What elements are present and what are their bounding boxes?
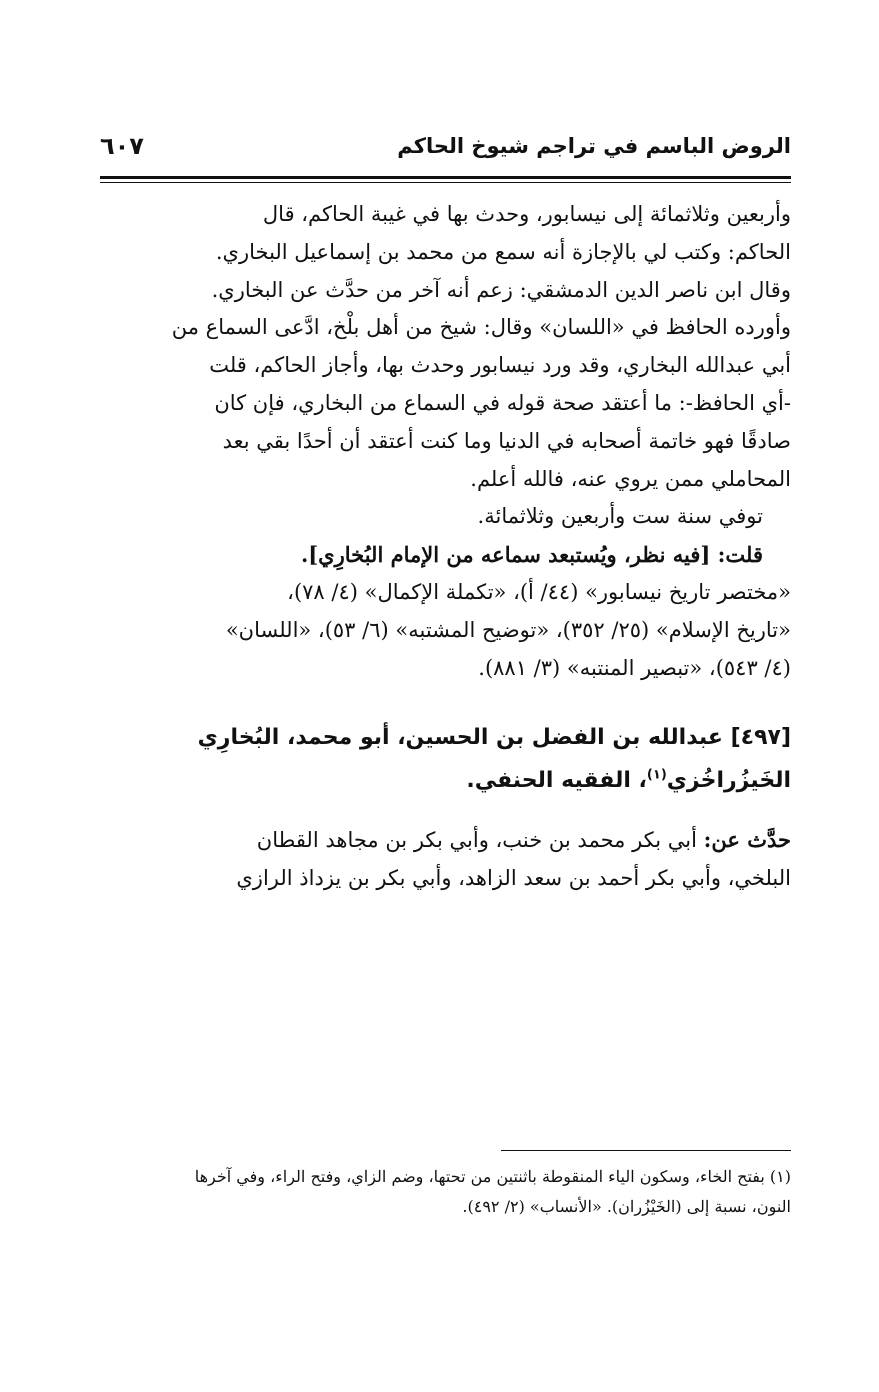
paragraph-ibn-nasir: وقال ابن ناصر الدين الدمشقي: زعم أنه آخر من حدَّث عن البخاري. [211,277,791,302]
footnote-1: (١) بفتح الخاء، وسكون الياء المنقوطة باثنتين من تحتها، وضم الزاي، وفتح الراء، وفي آخرها النون، نسبة إلى (الخَيْزُران). «الأنساب» (٢/ ٤٩٢). [194,1167,791,1217]
sources-list: «مختصر تاريخ نيسابور» (٤٤/ أ)، «تكملة الإكمال» (٤/ ٧٨)، «تاريخ الإسلام» (٢٥/ ٣٥٢)، «توضيح المشتبه» (٦/ ٥٣)، «اللسان» (٤/ ٥٤٣)، «تبصير المنتبه» (٣/ ٨٨١). [225,579,791,680]
entry-heading-line1: [٤٩٧] عبدالله بن الفضل بن الحسين، أبو محمد، البُخارِي [197,725,791,751]
teachers-paragraph [100,821,791,898]
teachers-text: أبي بكر محمد بن خنب، وأبي بكر بن مجاهد القطان البلخي، وأبي بكر أحمد بن سعد الزاهد، وأبي بكر بن يزداذ الرازي [236,828,791,890]
paragraph-death-date: توفي سنة ست وأربعين وثلاثمائة. [477,504,763,529]
main-text [100,196,791,898]
header-rule-thin [100,182,791,183]
teachers-label: حدَّث عن: [703,827,791,853]
running-header [100,128,791,174]
entry-heading-name: الخَيزُراخُزي [666,768,791,794]
footnote-separator [501,1150,791,1151]
paragraph-editor-note: قلت: [فيه نظر، ويُستبعد سماعه من الإمام البُخارِي]. [300,542,763,568]
book-title: الروض الباسم في تراجم شيوخ الحاكم [397,134,791,158]
page-number: ٦٠٧ [100,132,144,160]
paragraph-lisan: وأورده الحافظ في «اللسان» وقال: شيخ من أهل بلْخ، ادَّعى السماع من أبي عبدالله البخاري، وقد ورد نيسابور وحدث بها، وأجاز الحاكم، قلت -أي الحافظ-: ما أعتقد صحة قوله في السماع من البخاري، فإن كان صادقًا فهو خاتمة أصحابه في الدنيا وما كنت أعتقد أن أحدًا بقي بعد المحاملي ممن يروي عنه، فالله أعلم. [171,315,791,491]
paragraph-continuation: وأربعين وثلاثمائة إلى نيسابور، وحدث بها في غيبة الحاكم، قال الحاكم: وكتب لي بالإجازة أنه سمع من محمد بن إسماعيل البخاري. [215,202,791,264]
entry-heading [100,717,791,803]
header-rule-thick [100,176,791,179]
footnote-reference[interactable]: (١) [646,767,667,783]
entry-heading-tail: ، الفقيه الحنفي. [466,768,647,794]
